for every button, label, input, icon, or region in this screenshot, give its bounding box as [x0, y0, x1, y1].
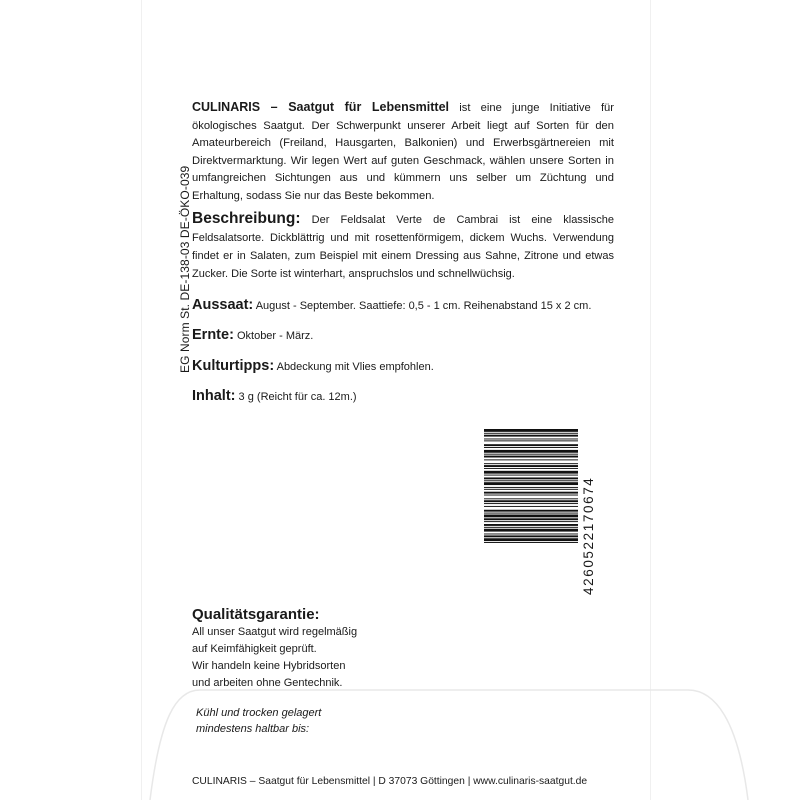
barcode-bar [484, 433, 578, 434]
footer-imprint: CULINARIS – Saatgut für Lebensmittel | D 37073 Göttingen | www.culinaris-saatgut.de [192, 776, 588, 787]
storage-line-1: Kühl und trocken gelagert [196, 707, 322, 719]
barcode-bar [484, 477, 578, 479]
barcode-graphic [484, 429, 598, 595]
barcode-bar [484, 489, 578, 490]
certification-code: EG Norm St. DE-138-03 DE-ÖKO-039 [178, 165, 192, 373]
barcode-bar [484, 498, 578, 499]
barcode-bar [484, 475, 578, 476]
barcode-bar [484, 440, 578, 441]
barcode-bar [484, 535, 578, 537]
barcode-bar [484, 521, 578, 522]
barcode-bar [484, 503, 578, 504]
barcode-bar [484, 500, 578, 502]
contents-label: Inhalt: [192, 388, 236, 404]
intro-text: ist eine junge Initiative für ökologisches Saatgut. Der Schwerpunkt unserer Arbeit liegt auf Sorten für den Amateurbereich (Freiland, Hausgarten, Balkonien) und Erwerbsgärtnereien mit Direktvermarktung. Wir legen Wert auf guten Geschmack, wählen unsere Sorten in umfangreichen Sichtungen aus und kümmern uns selber um Züchtung und Erhaltung, sodass Sie nur das Beste bekommen. [192, 102, 614, 202]
cultivation-tips-section [192, 357, 434, 376]
quality-line-2: auf Keimfähigkeit geprüft. [192, 643, 317, 655]
description-section [192, 210, 614, 283]
barcode-bar [484, 506, 578, 507]
barcode-bar [484, 450, 578, 453]
barcode-bar [484, 429, 578, 432]
barcode-bar [484, 465, 578, 467]
quality-line-3: Wir handeln keine Hybridsorten [192, 660, 346, 672]
barcode-bar [484, 447, 578, 448]
quality-guarantee [192, 605, 452, 692]
brand-name: CULINARIS – Saatgut für Lebensmittel [192, 100, 450, 114]
barcode-bar [484, 524, 578, 526]
barcode-bar [484, 456, 578, 458]
harvest-text: Oktober - März. [233, 330, 314, 342]
intro-paragraph [192, 99, 614, 205]
barcode-bar [484, 454, 578, 455]
barcode-bar [484, 534, 578, 535]
description-label: Beschreibung: [192, 210, 301, 227]
barcode-bar [484, 463, 578, 464]
cultivation-tips-label: Kulturtipps: [192, 358, 275, 374]
barcode-bar [484, 515, 578, 518]
quality-line-4: und arbeiten ohne Gentechnik. [192, 677, 343, 689]
barcode-bar [484, 471, 578, 474]
barcode-bar [484, 487, 578, 488]
barcode-bar [484, 480, 578, 481]
barcode-bar [484, 439, 578, 440]
barcode-bar [484, 492, 578, 494]
cultivation-tips-text: Abdeckung mit Vlies empfohlen. [274, 361, 434, 373]
harvest-section [192, 326, 313, 345]
quality-label: Qualitätsgarantie: [192, 606, 320, 623]
barcode-bars [484, 429, 578, 543]
barcode-bar [484, 518, 578, 520]
sowing-label: Aussaat: [192, 297, 254, 313]
harvest-label: Ernte: [192, 327, 234, 343]
barcode-bar [484, 538, 578, 541]
quality-line-1: All unser Saatgut wird regelmäßig [192, 626, 358, 638]
description-text: Der Feldsalat Verte de Cambrai ist eine klassische Feldsalatsorte. Dickblättrig und mit rosettenförmigem, dickem Wuchs. Verwendung findet er in Salaten, zum Beispiel mit einem Dressing aus Sahne, Zitrone und etwas Zucker. Die Sorte ist winterhart, anspruchslos und schnellwüchsig. [192, 214, 614, 280]
storage-line-2: mindestens haltbar bis: [196, 723, 310, 735]
sowing-section [192, 296, 591, 315]
barcode-bar [484, 459, 578, 460]
barcode-number: 4260522170674 [581, 476, 596, 595]
barcode-bar [484, 527, 578, 528]
barcode-bar [484, 482, 578, 485]
barcode-bar [484, 444, 578, 446]
barcode-bar [484, 542, 578, 543]
sowing-text: August - September. Saattiefe: 0,5 - 1 cm. Reihenabstand 15 x 2 cm. [253, 300, 592, 312]
barcode-bar [484, 513, 578, 514]
barcode-bar [484, 510, 578, 512]
barcode-bar [484, 435, 578, 437]
contents-text: 3 g (Reicht für ca. 12m.) [235, 391, 357, 403]
storage-note [196, 705, 416, 737]
barcode-bar [484, 495, 578, 496]
barcode-bar [484, 468, 578, 469]
barcode [484, 429, 598, 595]
barcode-bar [484, 529, 578, 532]
contents-section [192, 387, 357, 406]
